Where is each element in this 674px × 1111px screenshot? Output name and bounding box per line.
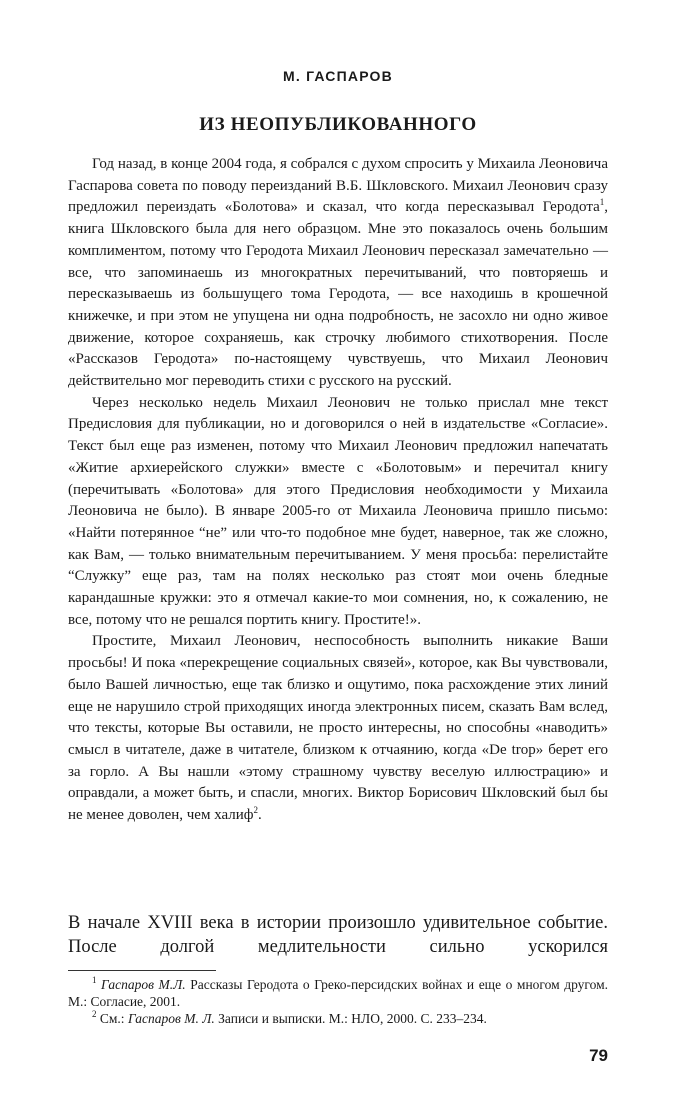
author-name: М. ГАСПАРОВ [283,68,393,84]
footnote-author: Гаспаров М. Л. [127,1011,215,1026]
paragraph: Год назад, в конце 2004 года, я собрался с духом спросить у Михаила Леоновича Гаспарова совета по поводу переизданий В.Б. Шкловского. Михаил Леонович сразу предложил переиздать «Болотова» и сказал, что когда пересказывал Геродота$^1$, книга Шкловского была для него образцом. Мне это показалось очень большим комплиментом, потому что Геродота Михаил Леонович пересказал замечательно — все, что запоминаешь из многократных перечитываний, что повторяешь и пересказываешь из большущего тома Геродота, — все находишь в крошечной книжечке, и при этом не упущена ни одна подробность, не засохло ни одно живое движение, которое сохраняешь, как строчку любимого стихотворения. После «Рассказов Геродота» по-настоящему чувствуешь, что Михаил Леонович действительно мог переводить стихи с русского на русский. [68,156,608,390]
article-title: ИЗ НЕОПУБЛИКОВАННОГО [199,114,477,135]
footnotes [68,976,608,1027]
footnote-mark: 2 [92,1009,97,1019]
footnote: $^2$ См.: Гаспаров М. Л. Записи и выписки. М.: НЛО, 2000. С. 233–234. [92,1009,487,1026]
footnote-divider [68,970,216,971]
article-body [68,154,608,827]
footnote-mark: 1 [92,975,97,985]
paragraph: Через несколько недель Михаил Леонович не только прислал мне текст Предисловия для публикации, но и договорился о ней в издательстве «Согласие». Текст был еще раз изменен, потому что Михаил Леонович предложил напечатать «Житие архиерейского служки» вместе с «Болотовым» и перечитал книгу (перечитывать «Болотова» для этого Предисловия необходимости у Михаила Леоновича не было). В январе 2005-го от Михаила Леоновича пришло письмо: «Найти потерянное “не” или что-то подобное мне будет, наверное, так же сложно, как Вам, — только внимательным перечитыванием. У меня просьба: перелистайте “Служку” еще раз, там на полях несколько раз стоят мои очень бледные карандашные кружки: это я отмечал какие-то мои сомнения, но, к сожалению, не все, потому что не решался портить книгу. Простите!». [68,394,608,628]
footnote: $^1$ Гаспаров М.Л. Рассказы Геродота о Греко-персидских войнах и еще о многом другом. М.: Согласие, 2001. [68,975,609,1009]
footnote-author: Гаспаров М.Л. [101,977,186,992]
footnote-ref[interactable]: 1 [599,197,605,208]
page-number: 79 [589,1046,608,1065]
footnote-ref[interactable]: 2 [253,805,259,816]
paragraph: Простите, Михаил Леонович, неспособность выполнить никакие Ваши просьбы! И пока «перекрещение социальных связей», которое, как Вы чувствовали, было Вашей личностью, еще так близко и ощутимо, пока расхождение этих линий еще не нарушило строй приходящих иногда электронных писем, сказать Вам вслед, что тексты, которые Вы оставили, не просто интересны, но способны «наводить» смысл в читателе, даже в читателе, близком к отчаянию, когда «De trop» берет его за горло. А Вы нашли «этому страшному чувству веселую иллюстрацию» и оправдали, а может быть, и спасли, многих. Виктор Борисович Шкловский был бы не менее доволен, чем халиф$^2$. [68,633,608,824]
page [68,0,608,1111]
lead-paragraph: В начале XVIII века в истории произошло удивительное событие. После долгой медлительности сильно ускорился [68,913,608,957]
